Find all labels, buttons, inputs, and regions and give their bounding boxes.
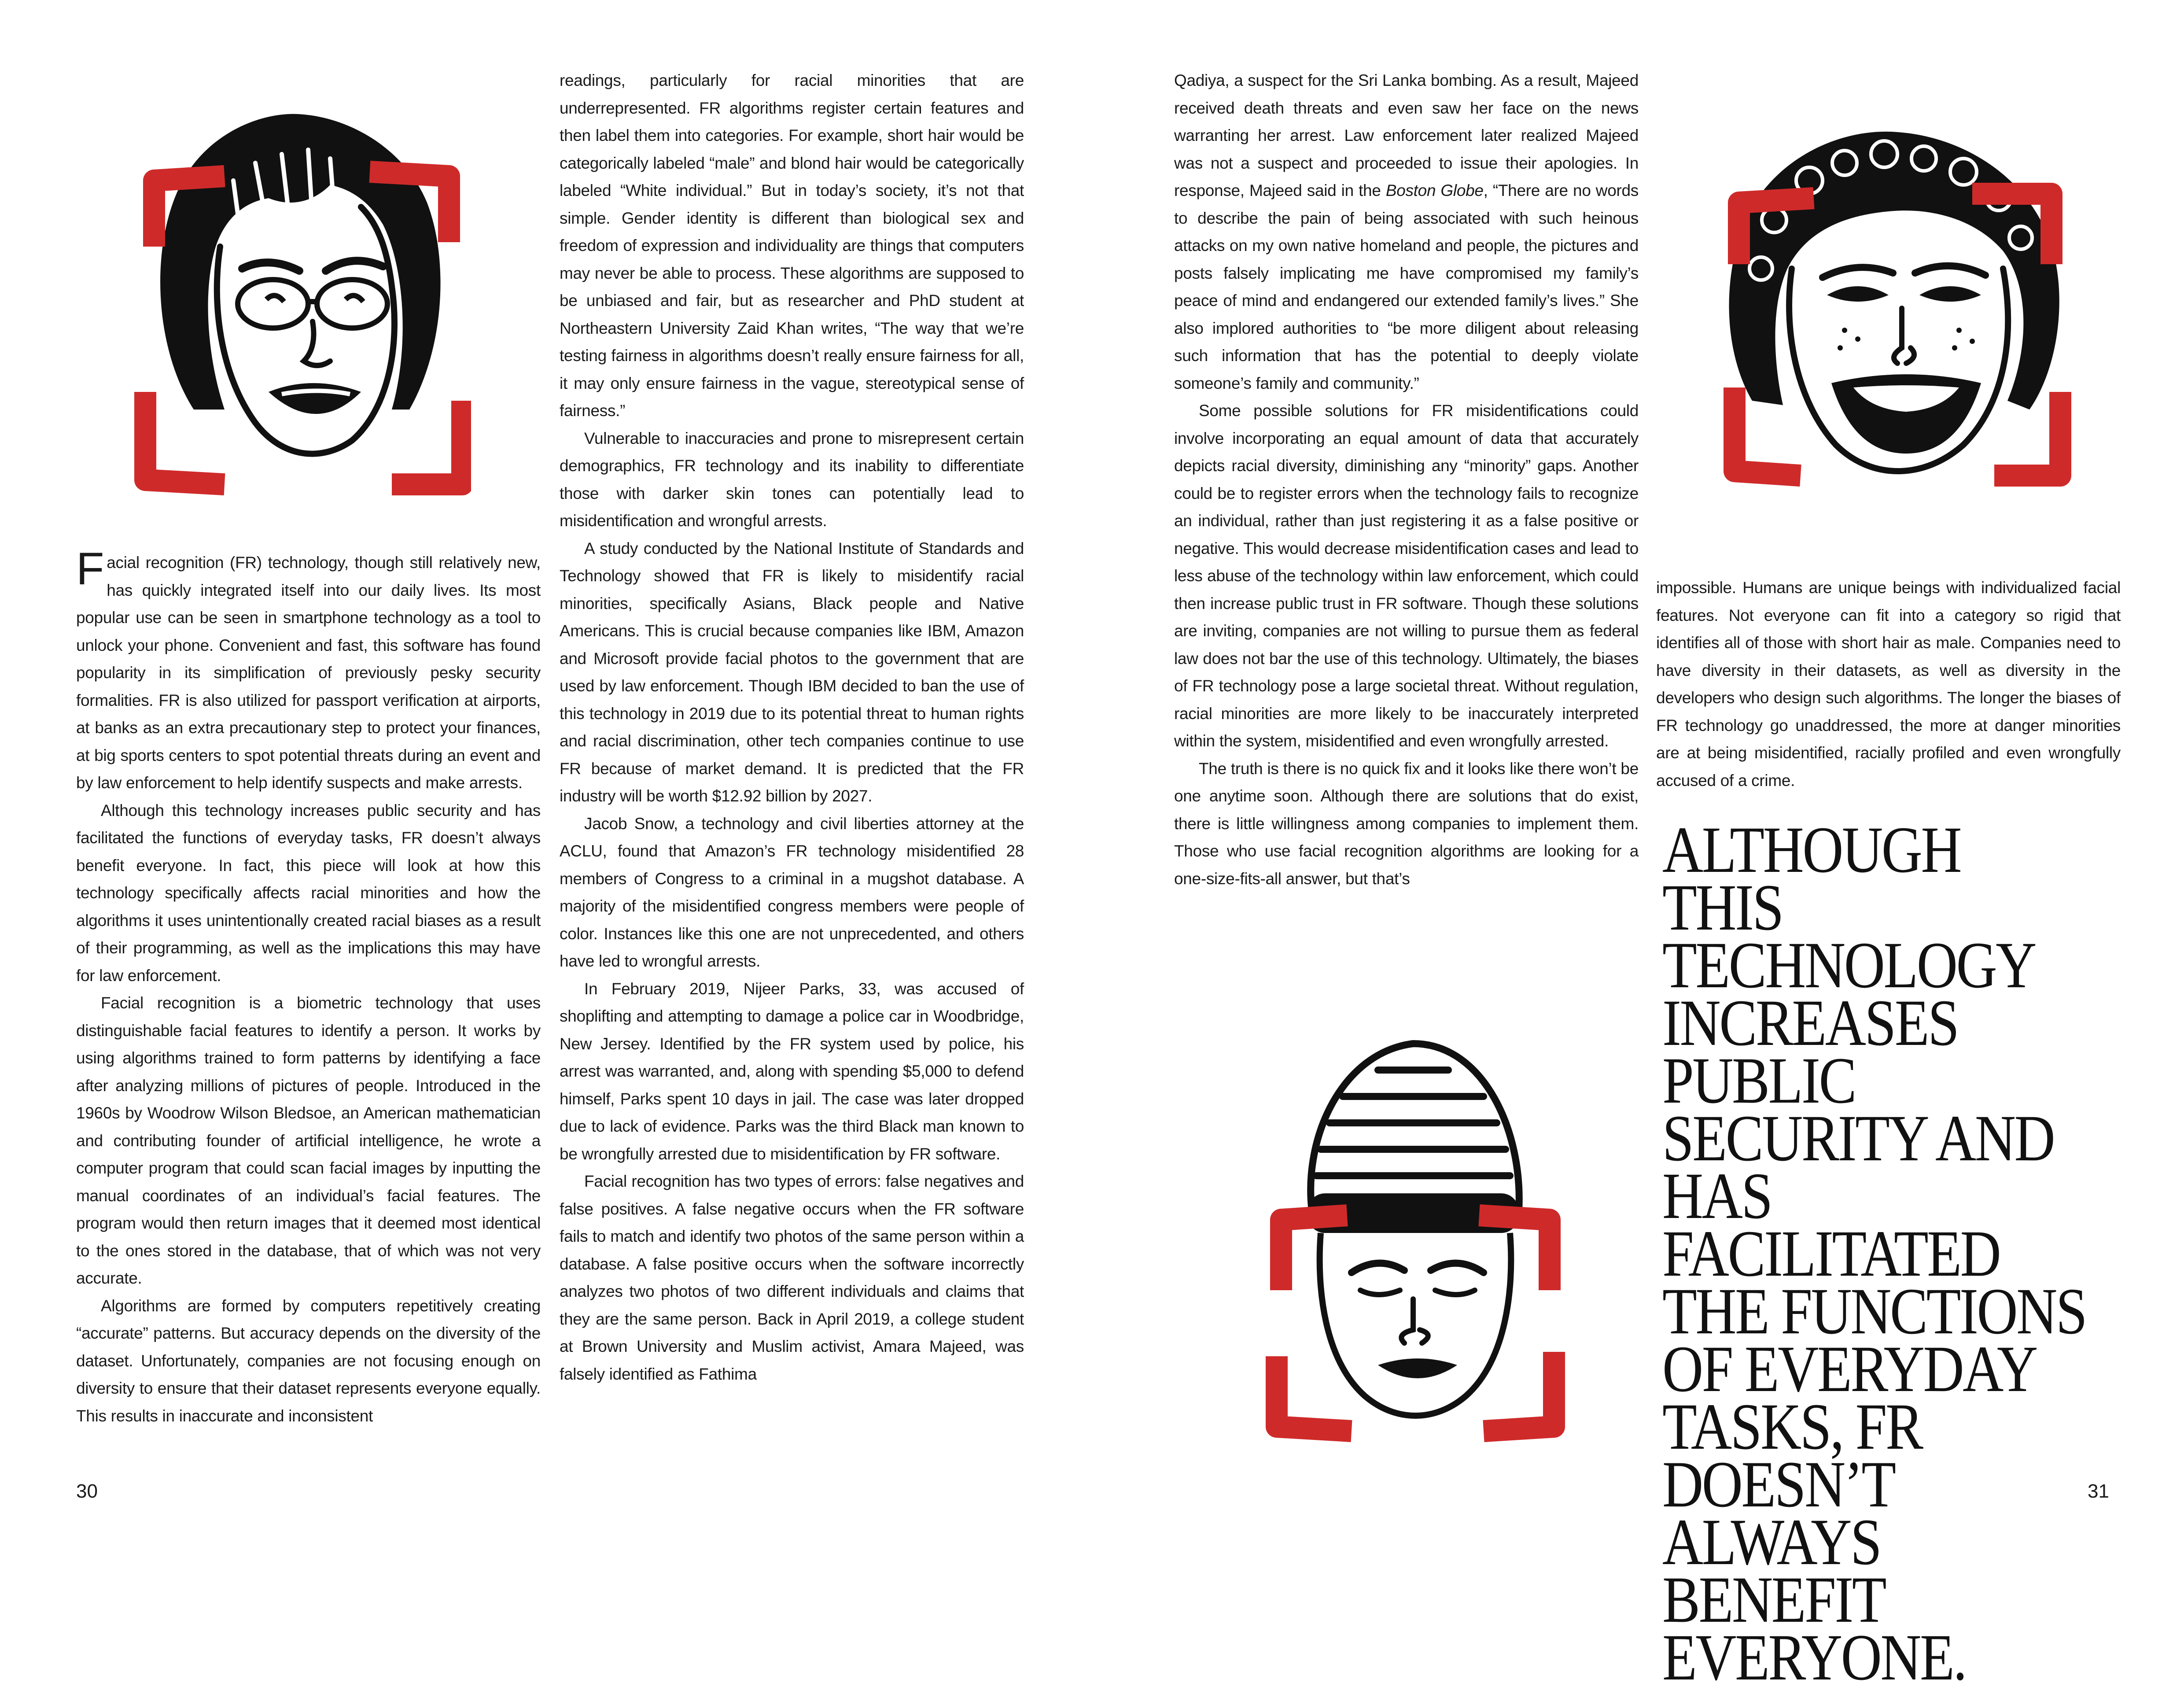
article-column-2 (560, 67, 1024, 1388)
page-number-right: 31 (2088, 1480, 2109, 1502)
article-column-3 (1174, 67, 1639, 893)
article-paragraph: Some possible solutions for FR misidentifications could involve incorporating an equal amount of data that accurately depicts racial diversity, diminishing any “minority” gaps. Another could be to register errors when the technology fails to recognize an individual, rather than just registering it as a false positive or negative. This would decrease misidentification cases and lead to less abuse of the technology within law enforcement, which could then increase public trust in FR software. Though these solutions are inviting, companies are not willing to pursue them as federal law does not bar the use of this technology. Ultimately, the biases of FR technology pose a large societal threat. Without regulation, racial minorities are more likely to be inaccurately interpreted within the system, misidentified and even wrongfully arrested. (1174, 402, 1639, 750)
article-paragraph: Jacob Snow, a technology and civil liberties attorney at the ACLU, found that Amazon’s FR technology misidentified 28 members of Congress to a criminal in a mugshot database. A majority of the misidentified congress members were people of color. Instances like this one are not unprecedented, and others have led to wrongful arrests. (560, 814, 1024, 970)
article-paragraph: readings, particularly for racial minorities that are underrepresented. FR algorithms register certain features and then label them into categories. For example, short hair would be categorically labeled “male” and blond hair would be categorically labeled “White individual.” But in today’s society, it’s not that simple. Gender identity is different than biological sex and freedom of expression and individuality are things that computers may never be able to process. These algorithms are supposed to be unbiased and fair, but as researcher and PhD student at Northeastern University Zaid Khan writes, “The way that we’re testing fairness in algorithms doesn’t really ensure fairness for all, it may only ensure fairness in the vague, stereotypical sense of fairness.” (560, 71, 1024, 420)
article-paragraph: impossible. Humans are unique beings with individualized facial features. Not everyone can fit into a category so rigid that identifies all of those with short hair as male. Companies need to have diversity in their datasets, as well as diversity in the developers who design such algorithms. The longer the biases of FR technology go unaddressed, the more at danger minorities are at being misidentified, racially profiled and even wrongfully accused of a crime. (1656, 579, 2121, 790)
article-paragraph: Algorithms are formed by computers repetitively creating “accurate” patterns. But accuracy depends on the diversity of the dataset. Unfortunately, companies are not focusing enough on diversity to ensure that their dataset represents everyone equally. This results in inaccurate and inconsistent (76, 1296, 541, 1425)
paragraph-text: , “There are no words to describe the pain of being associated with such heinous attacks on my own native homeland and people, the pictures and posts falsely implicating me have compromised my family’s peace of mind and endangered our extended family’s lives.” She also implored authorities to “be more diligent about releasing such information that has the potential to deeply violate someone’s family and community.” (1174, 181, 1639, 392)
article-paragraph (76, 543, 541, 797)
article-paragraph: Vulnerable to inaccuracies and prone to misrepresent certain demographics, FR technology and its inability to differentiate those with darker skin tones can potentially lead to misidentification and wrongful arrests. (560, 429, 1024, 530)
face-illustration-curly-hair-icon (1713, 119, 2074, 515)
paragraph-text: acial recognition (FR) technology, though still relatively new, has quickly integrated itself into our daily lives. Its most popular use can be seen in smartphone technology as a tool to unlock your phone. Convenient and fast, this software has found popularity in its simplification of previously pesky security formalities. FR is also utilized for passport verification at airports, at banks as an extra precautionary step to protect your finances, at big sports centers to spot potential threats during an event and by law enforcement to help identify suspects and make arrests. (76, 554, 541, 792)
article-paragraph (1174, 67, 1639, 397)
article-column-1 (76, 543, 541, 1430)
article-column-4 (1656, 574, 2121, 794)
paragraph-text: Qadiya, a suspect for the Sri Lanka bombing. As a result, Majeed received death threats and even saw her face on the news warranting her arrest. Law enforcement later realized Majeed was not a suspect and proceeded to issue their apologies. In response, Majeed said in the (1174, 71, 1639, 199)
article-paragraph: Although this technology increases public security and has facilitated the functions of everyday tasks, FR doesn’t always benefit everyone. In fact, this piece will look at how this technology specifically affects racial minorities and how the algorithms it uses unintentionally created racial biases as a result of their programming, as well as the implications this may have for law enforcement. (76, 801, 541, 985)
pull-quote: ALTHOUGH THIS TECHNOLOGY INCREASES PUBLIC SECURITY AND HAS FACILITATED THE FUNCTIONS OF EVERYDAY TASKS, FR DOESN’T ALWAYS BENEFIT EVERYONE. (1662, 813, 2086, 1694)
face-illustration-beanie-icon (1246, 1026, 1572, 1458)
article-paragraph: A study conducted by the National Institute of Standards and Technology showed that FR is likely to misidentify racial minorities, specifically Asians, Black people and Native Americans. This is crucial because companies like IBM, Amazon and Microsoft provide facial photos to the government that are used by law enforcement. Though IBM decided to ban the use of this technology in 2019 due to its potential threat to human rights and racial discrimination, other tech companies continue to use FR because of market demand. It is predicted that the FR industry will be worth $12.92 billion by 2027. (560, 539, 1024, 805)
article-paragraph: Facial recognition has two types of errors: false negatives and false positives. A false negative occurs when the FR software fails to match and identify two photos of the same person within a database. A false positive occurs when the software incorrectly analyzes two photos of two different individuals and claims that they are the same person. Back in April 2019, a college student at Brown University and Muslim activist, Amara Majeed, was falsely identified as Fathima (560, 1172, 1024, 1383)
publication-name: Boston Globe (1385, 181, 1484, 199)
article-paragraph: Facial recognition is a biometric technology that uses distinguishable facial features to identify a person. It works by using algorithms trained to form patterns by identifying a face after analyzing millions of pictures of people. Introduced in the 1960s by Woodrow Wilson Bledsoe, an American mathematician and contributing founder of artificial intelligence, he wrote a computer program that could scan facial images by inputting the manual coordinates of an individual’s facial features. The program would then return images that it deemed most identical to the ones stored in the database, that of which was not very accurate. (76, 994, 541, 1287)
face-illustration-glasses-icon (123, 101, 471, 515)
article-paragraph: In February 2019, Nijeer Parks, 33, was accused of shoplifting and attempting to damage a police car in Woodbridge, New Jersey. Identified by the FR system used by police, his arrest was warranted, and, along with spending $5,000 to defend himself, Parks spent 10 days in jail. The case was later dropped due to lack of evidence. Parks was the third Black man known to be wrongfully arrested due to misidentification by FR software. (560, 979, 1024, 1163)
dropcap: F (76, 543, 104, 594)
page-number-left: 30 (76, 1480, 98, 1502)
article-paragraph: The truth is there is no quick fix and it looks like there won’t be one anytime soon. Although there are solutions that do exist, there is little willingness among companies to implement them. Those who use facial recognition algorithms are looking for a one-size-fits-all answer, but that’s (1174, 759, 1639, 888)
